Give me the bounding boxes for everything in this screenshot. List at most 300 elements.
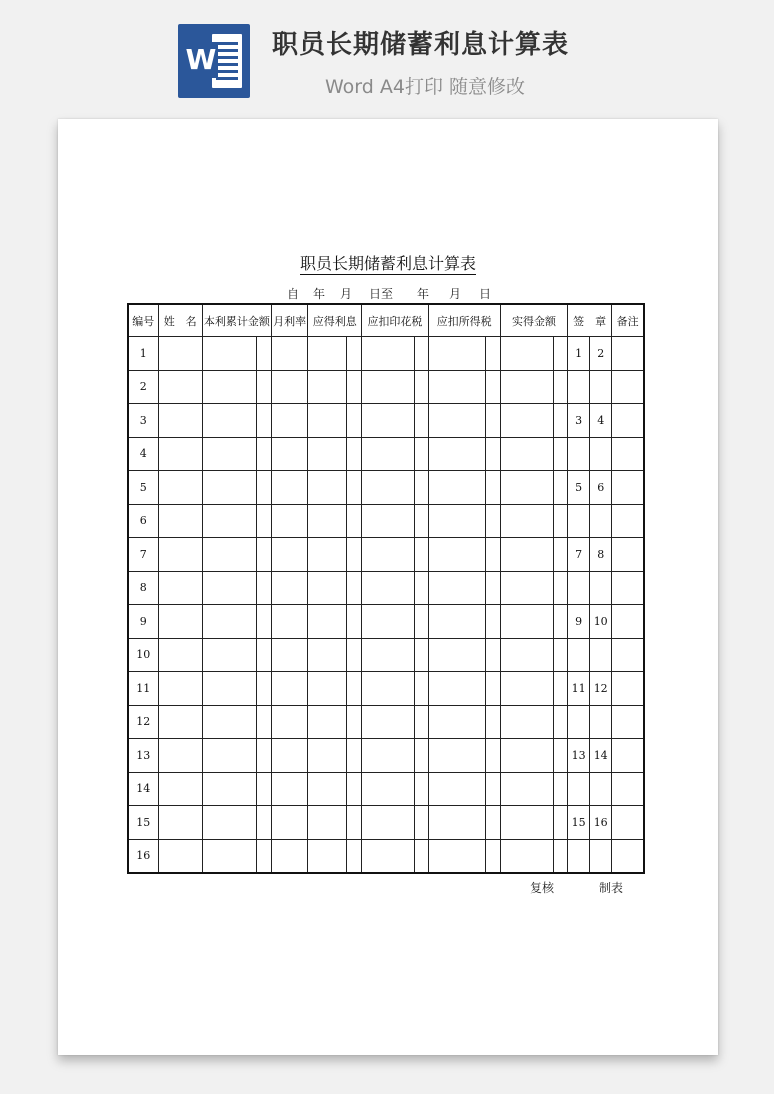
table-cell	[485, 806, 500, 840]
row-number: 11	[128, 672, 158, 706]
table-cell	[500, 806, 553, 840]
table-cell	[414, 638, 428, 672]
table-cell	[554, 705, 568, 739]
table-cell	[272, 739, 308, 773]
table-cell	[256, 806, 271, 840]
table-cell	[158, 839, 202, 873]
row-number: 13	[128, 739, 158, 773]
table-cell	[362, 571, 414, 605]
table-cell	[256, 571, 271, 605]
column-header: 签 章	[568, 304, 612, 337]
table-cell	[202, 504, 256, 538]
table-cell	[347, 471, 362, 505]
table-cell	[347, 605, 362, 639]
table-cell	[272, 705, 308, 739]
table-cell	[590, 504, 612, 538]
date-day-to: 日至	[369, 287, 394, 301]
table-cell	[272, 370, 308, 404]
table-cell	[500, 839, 553, 873]
table-cell	[308, 806, 347, 840]
sign-number: 7	[568, 538, 590, 572]
table-cell	[362, 839, 414, 873]
table-cell	[256, 337, 271, 371]
table-cell	[612, 739, 644, 773]
table-cell	[362, 806, 414, 840]
table-cell	[612, 839, 644, 873]
table-cell	[414, 806, 428, 840]
header	[0, 0, 774, 118]
table-cell	[485, 504, 500, 538]
table-cell	[202, 404, 256, 438]
table-cell	[308, 705, 347, 739]
sign-number: 4	[590, 404, 612, 438]
table-cell	[362, 437, 414, 471]
table-row	[128, 504, 644, 538]
table-cell	[272, 471, 308, 505]
table-cell	[256, 370, 271, 404]
table-cell	[202, 638, 256, 672]
table-cell	[568, 638, 590, 672]
word-letter: W	[185, 43, 217, 76]
column-header: 备注	[612, 304, 644, 337]
table-cell	[308, 672, 347, 706]
table-row	[128, 772, 644, 806]
savings-table	[127, 303, 645, 874]
table-cell	[500, 571, 553, 605]
table-cell	[554, 370, 568, 404]
table-cell	[500, 672, 553, 706]
table-cell	[590, 437, 612, 471]
table-cell	[272, 605, 308, 639]
table-cell	[202, 370, 256, 404]
table-cell	[485, 337, 500, 371]
sign-number: 15	[568, 806, 590, 840]
table-cell	[362, 538, 414, 572]
row-number: 14	[128, 772, 158, 806]
row-number: 8	[128, 571, 158, 605]
table-cell	[347, 839, 362, 873]
table-cell	[256, 638, 271, 672]
table-cell	[414, 571, 428, 605]
sign-number: 2	[590, 337, 612, 371]
table-cell	[485, 471, 500, 505]
sign-number: 11	[568, 672, 590, 706]
table-cell	[554, 839, 568, 873]
table-cell	[612, 571, 644, 605]
table-cell	[485, 605, 500, 639]
table-row	[128, 404, 644, 438]
table-cell	[256, 705, 271, 739]
table-cell	[158, 437, 202, 471]
table-cell	[158, 504, 202, 538]
table-cell	[256, 504, 271, 538]
table-cell	[612, 605, 644, 639]
table-cell	[158, 538, 202, 572]
table-cell	[347, 772, 362, 806]
table-cell	[308, 605, 347, 639]
table-cell	[414, 605, 428, 639]
table-cell	[202, 605, 256, 639]
table-cell	[362, 404, 414, 438]
table-row	[128, 839, 644, 873]
row-number: 7	[128, 538, 158, 572]
column-header: 应扣所得税	[428, 304, 500, 337]
table-cell	[272, 638, 308, 672]
table-cell	[428, 739, 485, 773]
table-cell	[428, 672, 485, 706]
document-title: 职员长期储蓄利息计算表	[299, 254, 476, 273]
table-cell	[485, 370, 500, 404]
footer-prepared: 制表	[599, 881, 624, 895]
table-cell	[428, 605, 485, 639]
table-cell	[202, 772, 256, 806]
table-cell	[485, 839, 500, 873]
row-number: 3	[128, 404, 158, 438]
table-cell	[158, 605, 202, 639]
table-cell	[554, 471, 568, 505]
table-cell	[590, 571, 612, 605]
table-row	[128, 739, 644, 773]
sign-number: 12	[590, 672, 612, 706]
table-cell	[347, 672, 362, 706]
table-row	[128, 571, 644, 605]
table-cell	[590, 772, 612, 806]
table-cell	[485, 404, 500, 438]
table-cell	[500, 739, 553, 773]
table-cell	[500, 538, 553, 572]
table-cell	[612, 471, 644, 505]
table-cell	[347, 571, 362, 605]
table-cell	[308, 839, 347, 873]
sign-number: 9	[568, 605, 590, 639]
table-cell	[308, 538, 347, 572]
table-cell	[256, 772, 271, 806]
table-cell	[256, 538, 271, 572]
table-cell	[158, 337, 202, 371]
table-cell	[256, 605, 271, 639]
table-cell	[414, 672, 428, 706]
table-cell	[362, 705, 414, 739]
table-cell	[428, 471, 485, 505]
table-cell	[308, 370, 347, 404]
table-cell	[256, 839, 271, 873]
table-cell	[347, 739, 362, 773]
table-cell	[362, 605, 414, 639]
date-month-2: 月	[449, 287, 462, 301]
table-cell	[158, 672, 202, 706]
table-cell	[428, 571, 485, 605]
table-cell	[428, 705, 485, 739]
table-cell	[158, 705, 202, 739]
table-cell	[256, 471, 271, 505]
column-header: 本利累计金额	[202, 304, 271, 337]
table-cell	[590, 705, 612, 739]
table-cell	[414, 370, 428, 404]
table-cell	[612, 370, 644, 404]
table-cell	[272, 806, 308, 840]
table-row	[128, 672, 644, 706]
table-cell	[568, 705, 590, 739]
table-cell	[500, 370, 553, 404]
table-cell	[554, 605, 568, 639]
table-cell	[272, 672, 308, 706]
table-cell	[202, 705, 256, 739]
table-row	[128, 705, 644, 739]
table-cell	[568, 571, 590, 605]
table-cell	[362, 672, 414, 706]
table-cell	[272, 538, 308, 572]
table-cell	[202, 538, 256, 572]
sign-number: 14	[590, 739, 612, 773]
table-cell	[272, 571, 308, 605]
date-range-line	[58, 285, 718, 301]
table-cell	[202, 337, 256, 371]
table-row	[128, 806, 644, 840]
table-cell	[554, 638, 568, 672]
table-cell	[612, 538, 644, 572]
table-cell	[272, 437, 308, 471]
sign-number: 5	[568, 471, 590, 505]
sign-number: 1	[568, 337, 590, 371]
table-cell	[158, 739, 202, 773]
table-cell	[568, 504, 590, 538]
table-cell	[202, 471, 256, 505]
table-cell	[414, 705, 428, 739]
table-cell	[347, 404, 362, 438]
table-cell	[256, 672, 271, 706]
table-cell	[202, 806, 256, 840]
table-cell	[590, 839, 612, 873]
table-row	[128, 337, 644, 371]
table-cell	[554, 806, 568, 840]
table-cell	[428, 772, 485, 806]
table-cell	[256, 739, 271, 773]
table-cell	[485, 672, 500, 706]
column-header: 实得金额	[500, 304, 567, 337]
table-cell	[568, 370, 590, 404]
table-cell	[428, 370, 485, 404]
table-cell	[414, 437, 428, 471]
table-cell	[202, 437, 256, 471]
table-cell	[202, 571, 256, 605]
date-from: 自	[287, 287, 300, 301]
table-cell	[414, 839, 428, 873]
table-cell	[414, 337, 428, 371]
table-cell	[500, 638, 553, 672]
row-number: 1	[128, 337, 158, 371]
table-cell	[308, 437, 347, 471]
table-cell	[554, 337, 568, 371]
table-cell	[202, 839, 256, 873]
table-cell	[428, 806, 485, 840]
row-number: 5	[128, 471, 158, 505]
table-cell	[500, 705, 553, 739]
table-cell	[362, 471, 414, 505]
table-cell	[256, 404, 271, 438]
table-cell	[308, 337, 347, 371]
row-number: 12	[128, 705, 158, 739]
table-cell	[202, 739, 256, 773]
column-header: 编号	[128, 304, 158, 337]
row-number: 9	[128, 605, 158, 639]
table-cell	[308, 404, 347, 438]
table-cell	[308, 571, 347, 605]
table-cell	[414, 538, 428, 572]
table-cell	[500, 471, 553, 505]
table-cell	[308, 471, 347, 505]
table-cell	[500, 437, 553, 471]
table-cell	[428, 839, 485, 873]
row-number: 10	[128, 638, 158, 672]
sign-number: 8	[590, 538, 612, 572]
table-cell	[612, 504, 644, 538]
date-month-1: 月	[340, 287, 353, 301]
table-cell	[347, 370, 362, 404]
table-cell	[554, 437, 568, 471]
table-cell	[428, 337, 485, 371]
table-cell	[612, 772, 644, 806]
table-cell	[568, 772, 590, 806]
table-cell	[612, 437, 644, 471]
table-cell	[158, 772, 202, 806]
date-day-2: 日	[479, 287, 492, 301]
table-row	[128, 370, 644, 404]
sign-number: 6	[590, 471, 612, 505]
table-cell	[158, 571, 202, 605]
table-cell	[485, 705, 500, 739]
row-number: 6	[128, 504, 158, 538]
table-cell	[362, 638, 414, 672]
table-cell	[590, 370, 612, 404]
table-cell	[414, 471, 428, 505]
sign-number: 10	[590, 605, 612, 639]
table-cell	[485, 638, 500, 672]
table-cell	[500, 772, 553, 806]
table-cell	[272, 772, 308, 806]
date-year-1: 年	[313, 287, 326, 301]
table-cell	[158, 806, 202, 840]
document-page	[58, 119, 718, 1055]
row-number: 4	[128, 437, 158, 471]
table-cell	[158, 638, 202, 672]
row-number: 16	[128, 839, 158, 873]
table-cell	[347, 437, 362, 471]
date-year-2: 年	[417, 287, 430, 301]
table-cell	[362, 739, 414, 773]
footer-review: 复核	[530, 881, 555, 895]
table-cell	[158, 370, 202, 404]
table-cell	[308, 739, 347, 773]
table-cell	[568, 437, 590, 471]
table-cell	[568, 839, 590, 873]
table-row	[128, 605, 644, 639]
row-number: 2	[128, 370, 158, 404]
sign-number: 16	[590, 806, 612, 840]
table-header-row	[128, 304, 644, 337]
table-cell	[485, 739, 500, 773]
table-cell	[500, 404, 553, 438]
page-subtitle: Word A4打印 随意修改	[325, 76, 526, 98]
table-cell	[554, 404, 568, 438]
table-cell	[362, 504, 414, 538]
table-cell	[428, 638, 485, 672]
table-cell	[272, 839, 308, 873]
sign-number: 13	[568, 739, 590, 773]
table-cell	[362, 337, 414, 371]
table-cell	[414, 404, 428, 438]
table-cell	[272, 337, 308, 371]
table-cell	[500, 504, 553, 538]
table-cell	[347, 638, 362, 672]
table-cell	[612, 404, 644, 438]
table-cell	[256, 437, 271, 471]
table-cell	[347, 705, 362, 739]
table-cell	[414, 739, 428, 773]
table-row	[128, 471, 644, 505]
table-cell	[485, 538, 500, 572]
table-cell	[612, 672, 644, 706]
word-icon	[178, 24, 250, 98]
table-cell	[347, 538, 362, 572]
table-cell	[554, 504, 568, 538]
table-cell	[485, 571, 500, 605]
table-cell	[362, 370, 414, 404]
table-cell	[428, 404, 485, 438]
table-cell	[272, 504, 308, 538]
table-row	[128, 437, 644, 471]
table-cell	[554, 538, 568, 572]
table-cell	[414, 772, 428, 806]
table-row	[128, 538, 644, 572]
table-cell	[612, 806, 644, 840]
column-header: 应得利息	[308, 304, 362, 337]
table-cell	[347, 337, 362, 371]
table-cell	[362, 772, 414, 806]
table-cell	[158, 404, 202, 438]
sign-number: 3	[568, 404, 590, 438]
table-cell	[554, 571, 568, 605]
table-cell	[554, 772, 568, 806]
column-header: 应扣印花税	[362, 304, 428, 337]
table-cell	[158, 471, 202, 505]
table-cell	[554, 739, 568, 773]
table-cell	[554, 672, 568, 706]
table-cell	[308, 504, 347, 538]
table-cell	[272, 404, 308, 438]
table-cell	[612, 638, 644, 672]
table-cell	[612, 705, 644, 739]
table-cell	[347, 504, 362, 538]
table-cell	[308, 772, 347, 806]
table-cell	[500, 337, 553, 371]
page-title: 职员长期储蓄利息计算表	[272, 30, 570, 60]
table-cell	[500, 605, 553, 639]
table-cell	[428, 538, 485, 572]
table-row	[128, 638, 644, 672]
table-cell	[428, 504, 485, 538]
table-cell	[428, 437, 485, 471]
table-cell	[590, 638, 612, 672]
column-header: 月利率	[272, 304, 308, 337]
table-cell	[202, 672, 256, 706]
column-header: 姓 名	[158, 304, 202, 337]
row-number: 15	[128, 806, 158, 840]
table-cell	[485, 437, 500, 471]
table-cell	[347, 806, 362, 840]
table-cell	[612, 337, 644, 371]
table-cell	[414, 504, 428, 538]
table-cell	[308, 638, 347, 672]
